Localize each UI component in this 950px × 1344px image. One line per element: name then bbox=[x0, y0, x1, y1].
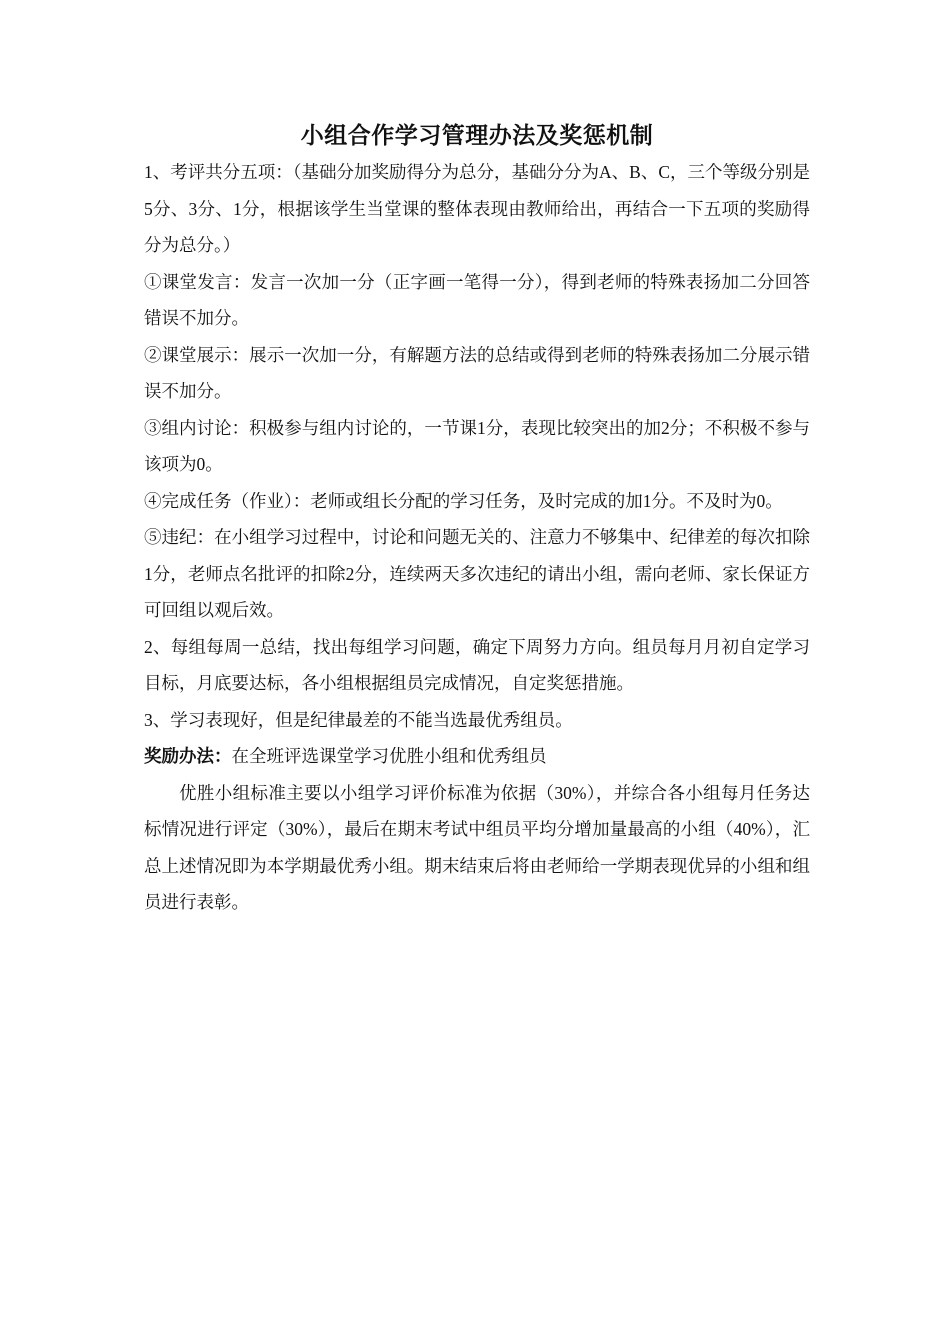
document-title: 小组合作学习管理办法及奖惩机制 bbox=[300, 123, 654, 148]
paragraph-class-presentation: ②课堂展示：展示一次加一分，有解题方法的总结或得到老师的特殊表扬加二分展示错误不加分。 bbox=[144, 344, 810, 401]
reward-method-label: 奖励办法： bbox=[144, 746, 232, 766]
paragraph-weekly-summary: 2、每组每周一总结，找出每组学习问题，确定下周努力方向。组员每月月初自定学习目标，月底要达标，各小组根据组员完成情况，自定奖惩措施。 bbox=[144, 636, 810, 693]
paragraph-scoring-overview: 1、考评共分五项：（基础分加奖励得分为总分，基础分分为A、B、C，三个等级分别是5分、3分、1分，根据该学生当堂课的整体表现由教师给出，再结合一下五项的奖励得分为总分。） bbox=[144, 162, 810, 255]
document-body bbox=[144, 118, 810, 921]
paragraph-discipline: ⑤违纪：在小组学习过程中，讨论和问题无关的、注意力不够集中、纪律差的每次扣除1分，老师点名批评的扣除2分，连续两天多次违纪的请出小组，需向老师、家长保证方可回组以观后效。 bbox=[144, 527, 810, 620]
paragraph-reward-method bbox=[144, 738, 810, 775]
paragraph-group-discussion: ③组内讨论：积极参与组内讨论的，一节课1分，表现比较突出的加2分；不积极不参与该项为0。 bbox=[144, 417, 810, 474]
paragraph-class-speech: ①课堂发言：发言一次加一分（正字画一笔得一分），得到老师的特殊表扬加二分回答错误不加分。 bbox=[144, 271, 810, 328]
paragraph-winning-group-criteria: 优胜小组标准主要以小组学习评价标准为依据（30%），并综合各小组每月任务达标情况进行评定（30%），最后在期末考试中组员平均分增加量最高的小组（40%），汇总上述情况即为本学期最优秀小组。期末结束后将由老师给一学期表现优异的小组和组员进行表彰。 bbox=[144, 782, 810, 912]
paragraph-discipline-rule: 3、学习表现好，但是纪律最差的不能当选最优秀组员。 bbox=[144, 709, 573, 730]
reward-method-text: 在全班评选课堂学习优胜小组和优秀组员 bbox=[231, 746, 547, 766]
paragraph-task-completion: ④完成任务（作业）：老师或组长分配的学习任务，及时完成的加1分。不及时为0。 bbox=[144, 490, 783, 511]
